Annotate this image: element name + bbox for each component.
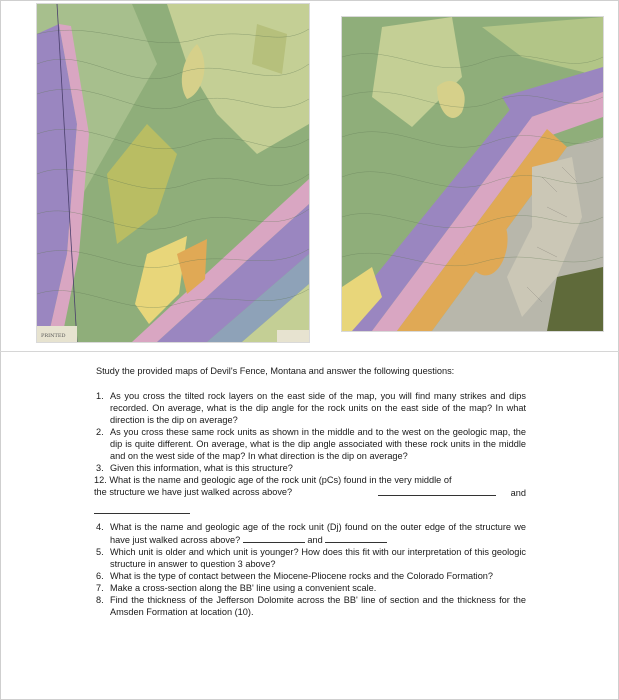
question-number: 12. [94,475,107,485]
question-number: 2. [96,427,104,437]
answer-blank[interactable] [243,533,305,543]
question-5 [96,546,526,570]
left-map-image [37,4,309,342]
map-legend-corner-right [277,330,309,342]
instructions: Study the provided maps of Devil's Fence, Montana and answer the following questions: [96,366,455,376]
question-text: What is the name and geologic age of the rock unit (pCs) found in the very middle of [109,475,452,485]
question-text: Given this information, what is this structure? [110,463,293,473]
answer-blank[interactable] [378,486,496,496]
question-text: What is the name and geologic age of the rock unit (Dj) found on the outer edge of the structure we have just walked across above? [110,522,526,545]
question-text: Find the thickness of the Jefferson Dolomite across the BB' line of section and the thickness for the Amsden Formation at location (10). [110,595,526,617]
question-4 [96,521,526,546]
question-6 [96,570,526,582]
question-number: 7. [96,583,104,593]
question-number: 8. [96,595,104,605]
answer-blank[interactable] [325,533,387,543]
question-12-line1 [94,474,526,486]
question-number: 1. [96,391,104,401]
question-number: 3. [96,463,104,473]
question-text-cont: the structure we have just walked across above? [94,487,293,497]
question-12 [94,474,526,514]
question-1 [96,390,526,426]
question-number: 6. [96,571,104,581]
left-map-corner-label: PRINTED [41,333,66,339]
and-label: and [307,535,323,545]
question-7 [96,582,526,594]
question-text: Make a cross-section along the BB' line using a convenient scale. [110,583,377,593]
and-label: and [510,488,526,498]
section-divider [0,351,619,352]
right-geologic-map [342,17,603,331]
right-map-image [342,17,603,331]
question-number: 5. [96,547,104,557]
question-2 [96,426,526,462]
question-text: As you cross the tilted rock layers on the east side of the map, you will find many strikes and dips recorded. On average, what is the dip angle for the rock units on the east side of the map? In what direction is the dip on average? [110,391,526,425]
question-8 [96,594,526,618]
question-sheet [96,365,526,618]
question-3 [96,462,526,474]
question-12-line2 [94,486,526,499]
left-geologic-map [37,4,309,342]
question-text: Which unit is older and which unit is younger? How does this fit with our interpretation of this geologic structure in answer to question 3 above? [110,547,526,569]
question-text: As you cross these same rock units as shown in the middle and to the west on the geologic map, the dip is quite different. On average, what is the dip angle associated with these rock units in the middle and on the west side of the map? In what direction is the dip on average? [110,427,526,461]
question-number: 4. [96,522,104,532]
question-text: What is the type of contact between the Miocene-Pliocene rocks and the Colorado Formation? [110,571,494,581]
answer-blank-line[interactable] [94,501,190,514]
